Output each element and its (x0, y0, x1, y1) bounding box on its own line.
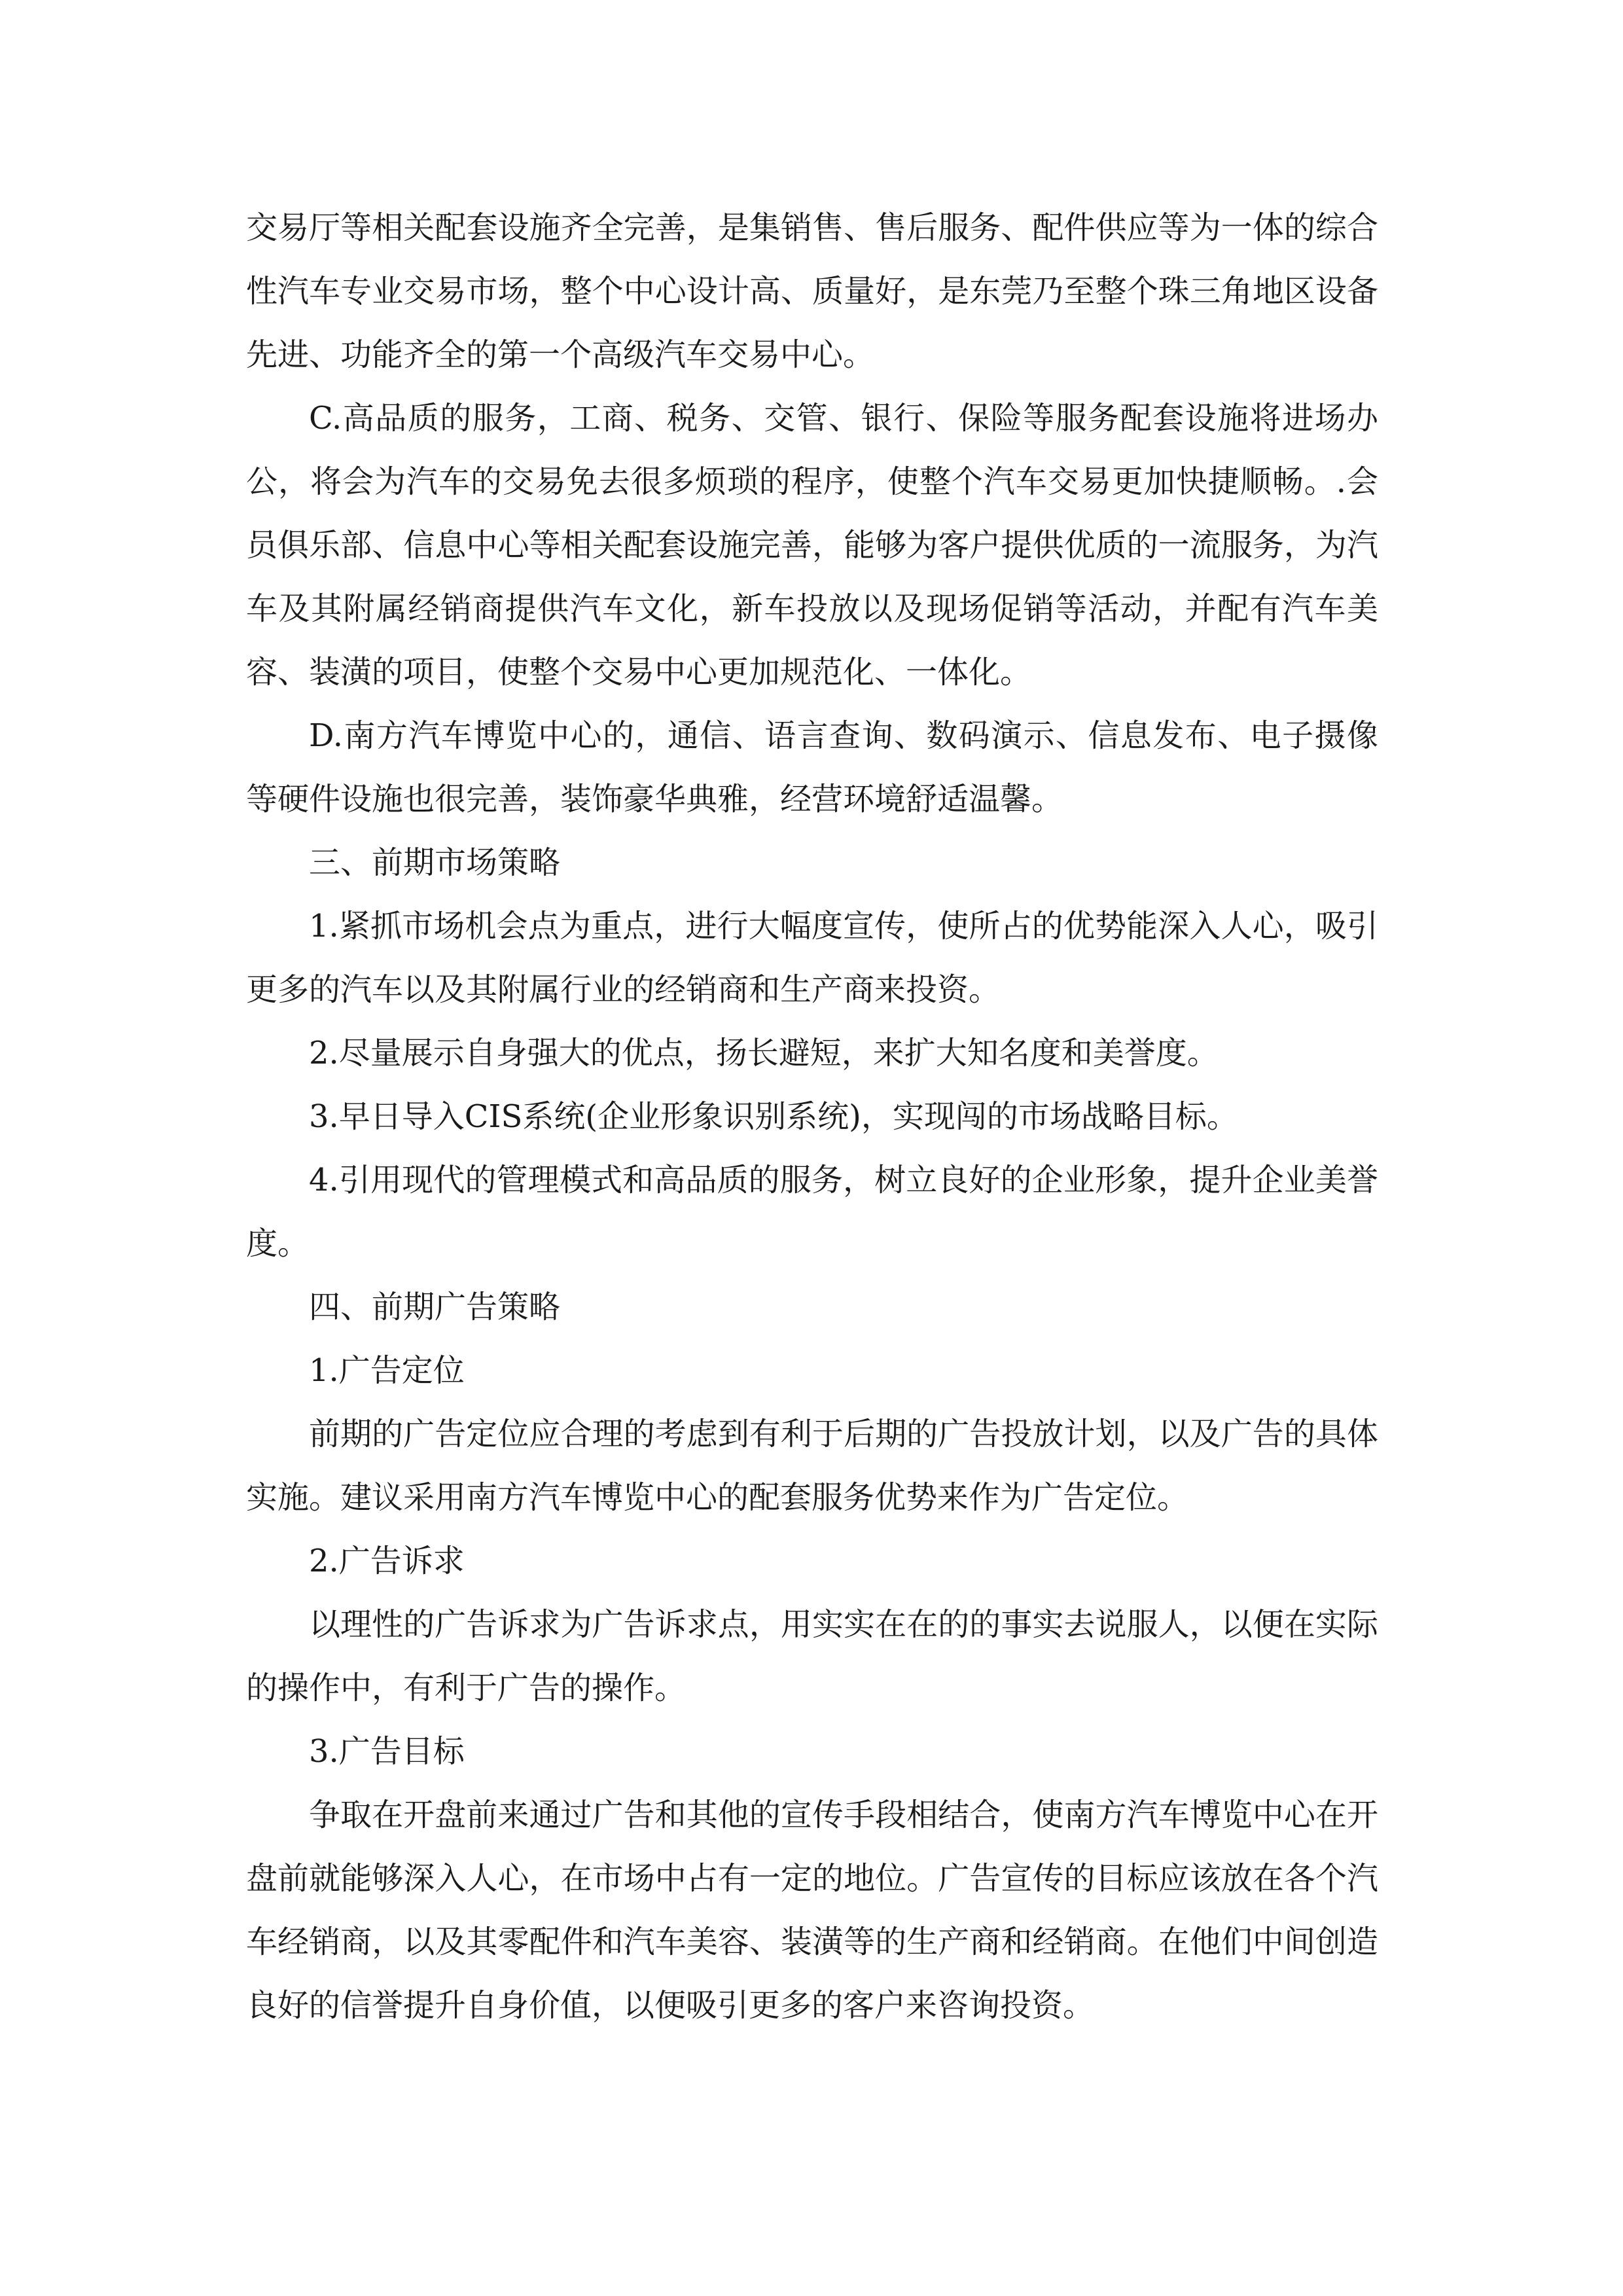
paragraph-ad-goal: 争取在开盘前来通过广告和其他的宣传手段相结合，使南方汽车博览中心在开盘前就能够深入人心，在市场中占有一定的地位。广告宣传的目标应该放在各个汽车经销商，以及其零配件和汽车美容、装潢等的生产商和经销商。在他们中间创造良好的信誉提升自身价值，以便吸引更多的客户来咨询投资。 (246, 1797, 1378, 2024)
strategy-item-4: 4.引用现代的管理模式和高品质的服务，树立良好的企业形象，提升企业美誉度。 (246, 1162, 1378, 1262)
document-body (246, 196, 1378, 2037)
subheading-ad-goal: 3.广告目标 (309, 1733, 465, 1770)
section-heading-3: 三、前期市场策略 (309, 844, 561, 881)
paragraph-ad-appeal: 以理性的广告诉求为广告诉求点，用实实在在的的事实去说服人，以便在实际的操作中，有利于广告的操作。 (246, 1606, 1378, 1706)
paragraph-2: C.高品质的服务，工商、税务、交管、银行、保险等服务配套设施将进场办公，将会为汽车的交易免去很多烦琐的程序，使整个汽车交易更加快捷顺畅。.会员俱乐部、信息中心等相关配套设施完善，能够为客户提供优质的一流服务，为汽车及其附属经销商提供汽车文化，新车投放以及现场促销等活动，并配有汽车美容、装潢的项目，使整个交易中心更加规范化、一体化。 (246, 400, 1378, 691)
strategy-item-3: 3.早日导入CIS系统(企业形象识别系统)，实现闯的市场战略目标。 (309, 1098, 1238, 1135)
paragraph-1: 交易厅等相关配套设施齐全完善，是集销售、售后服务、配件供应等为一体的综合性汽车专业交易市场，整个中心设计高、质量好，是东莞乃至整个珠三角地区设备先进、功能齐全的第一个高级汽车交易中心。 (246, 209, 1378, 373)
strategy-item-2: 2.尽量展示自身强大的优点，扬长避短，来扩大知名度和美誉度。 (309, 1035, 1219, 1071)
paragraph-ad-positioning: 前期的广告定位应合理的考虑到有利于后期的广告投放计划，以及广告的具体实施。建议采用南方汽车博览中心的配套服务优势来作为广告定位。 (246, 1416, 1378, 1516)
section-heading-4: 四、前期广告策略 (309, 1289, 561, 1325)
paragraph-3: D.南方汽车博览中心的，通信、语言查询、数码演示、信息发布、电子摄像等硬件设施也很完善，装饰豪华典雅，经营环境舒适温馨。 (246, 717, 1378, 817)
subheading-ad-appeal: 2.广告诉求 (309, 1543, 465, 1579)
subheading-ad-positioning: 1.广告定位 (309, 1352, 465, 1389)
strategy-item-1: 1.紧抓市场机会点为重点，进行大幅度宣传，使所占的优势能深入人心，吸引更多的汽车以及其附属行业的经销商和生产商来投资。 (246, 908, 1378, 1008)
